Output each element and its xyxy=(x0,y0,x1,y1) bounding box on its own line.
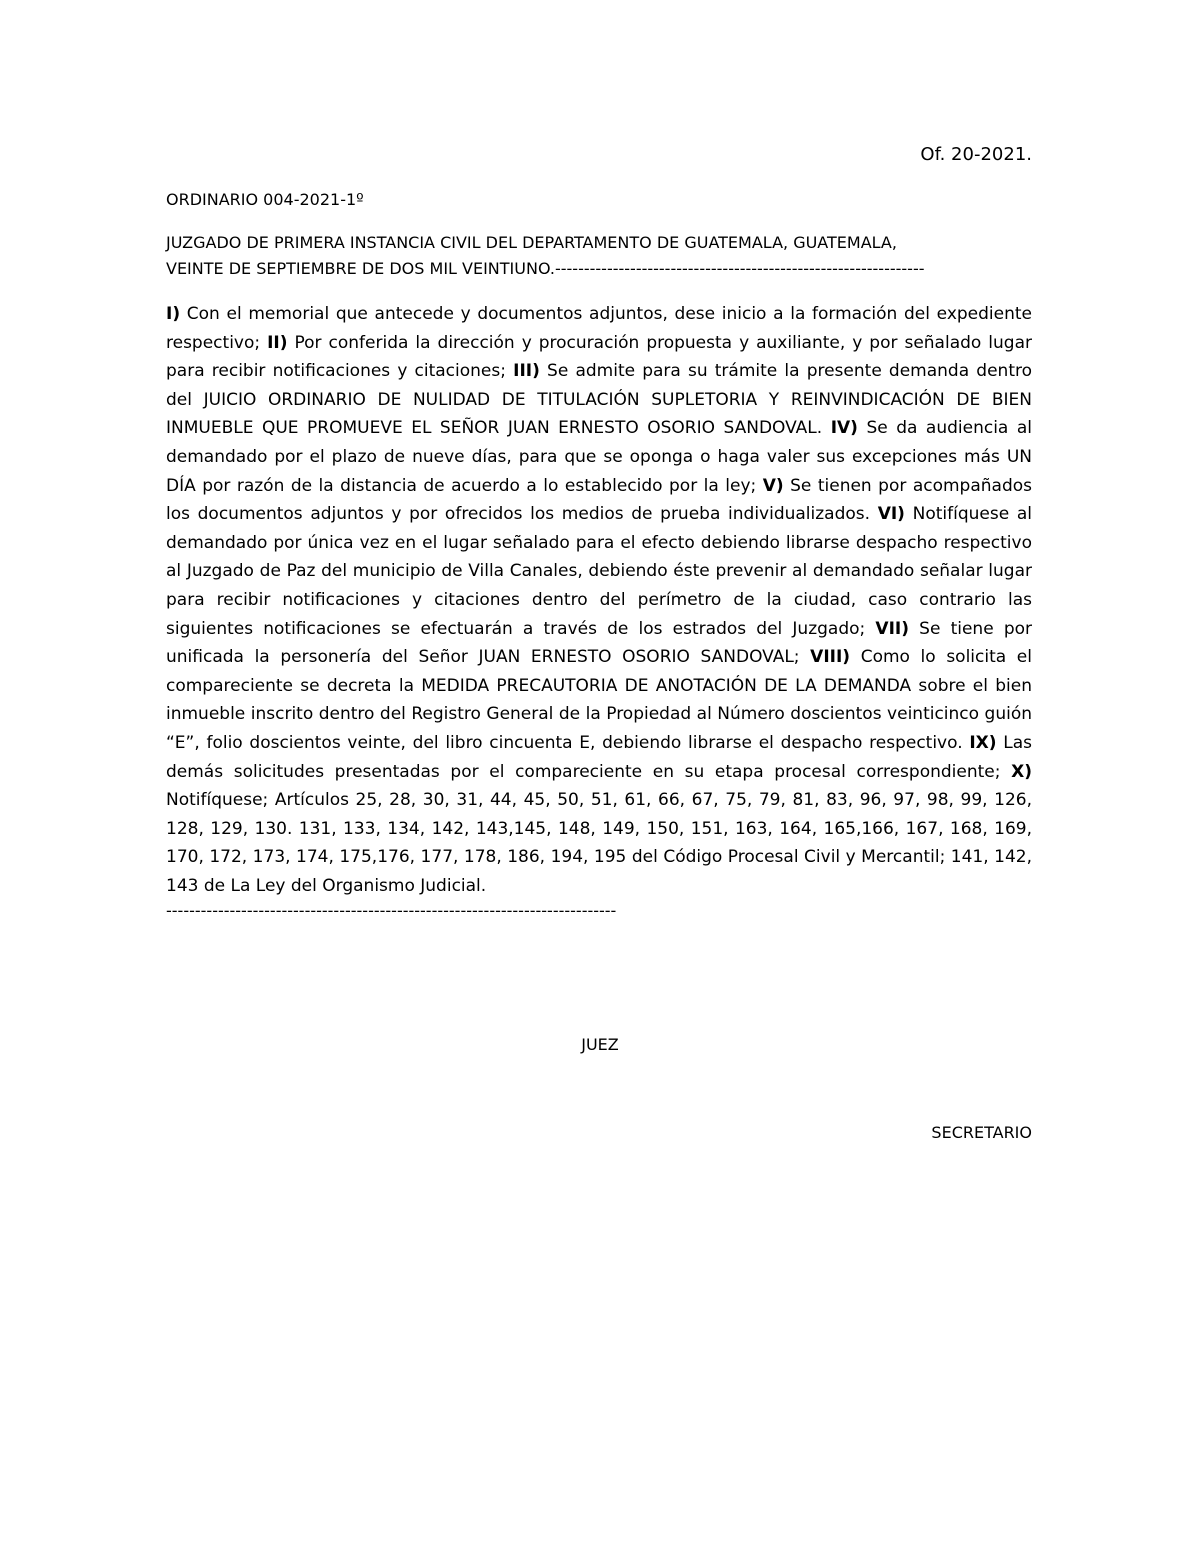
item-text-10: Notifíquese; Artículos 25, 28, 30, 31, 44, 45, 50, 51, 61, 66, 67, 75, 79, 81, 83, 96, 97, 98, 99, 126, 128, 129, 130. 131, 133, 134, 142, 143,145, 148, 149, 150, 151, 163, 164, 165,166, 167, 168, 169, 170, 172, 173, 174, 175,176, 177, 178, 186, 194, 195 del Código Procesal Civil y Mercantil; 141, 142, 143 de La Ley del Organismo Judicial. xyxy=(166,790,1032,896)
item-text-1: Con el memorial que antecede y documentos adjuntos, dese inicio a la formación del expediente respectivo; xyxy=(166,304,1032,353)
item-text-3: Se admite para su trámite la presente demanda dentro del JUICIO ORDINARIO DE NULIDAD DE TITULACIÓN SUPLETORIA Y REINVINDICACIÓN DE BIEN INMUEBLE QUE PROMUEVE EL SEÑOR JUAN ERNESTO OSORIO SANDOVAL. xyxy=(166,361,1032,439)
case-number: ORDINARIO 004-2021-1º xyxy=(166,190,364,209)
trailing-dashes: ------------------------------------------------------------------------------ xyxy=(166,901,617,920)
office-number: Of. 20-2021. xyxy=(920,144,1032,165)
heading-line-2 xyxy=(166,256,1032,282)
item-text-4: Se da audiencia al demandado por el plazo de nueve días, para que se oponga o haga valer sus excepciones más UN DÍA por razón de la distancia de acuerdo a lo establecido por la ley; xyxy=(166,418,1032,496)
item-label-10: X) xyxy=(1011,761,1032,782)
item-label-9: IX) xyxy=(969,732,997,753)
item-text-6: Notifíquese al demandado por única vez en el lugar señalado para el efecto debiendo librarse despacho respectivo al Juzgado de Paz del municipio de Villa Canales, debiendo éste prevenir al demandado señalar lugar para recibir notificaciones y citaciones dentro del perímetro de la ciudad, caso contrario las siguientes notificaciones se efectuarán a través de los estrados del Juzgado; xyxy=(166,504,1032,639)
item-label-3: III) xyxy=(513,361,540,382)
item-label-8: VIII) xyxy=(810,647,851,668)
heading-line-1: JUZGADO DE PRIMERA INSTANCIA CIVIL DEL DEPARTAMENTO DE GUATEMALA, GUATEMALA, xyxy=(166,233,897,252)
heading-date: VEINTE DE SEPTIEMBRE DE DOS MIL VEINTIUNO. xyxy=(166,259,555,278)
item-label-4: IV) xyxy=(830,418,858,439)
item-label-1: I) xyxy=(166,304,181,324)
court-heading xyxy=(166,230,1032,282)
item-label-2: II) xyxy=(267,332,288,353)
item-label-5: V) xyxy=(762,475,784,496)
heading-dashes: ---------------------------------------------------------------- xyxy=(554,259,925,278)
item-text-5: Se tienen por acompañados los documentos adjuntos y por ofrecidos los medios de prueba individualizados. xyxy=(166,475,1032,525)
signature-judge: JUEZ xyxy=(581,1035,619,1054)
item-text-7: Se tiene por unificada la personería del Señor JUAN ERNESTO OSORIO SANDOVAL; xyxy=(166,618,1032,668)
item-text-2: Por conferida la dirección y procuración propuesta y auxiliante, y por señalado lugar para recibir notificaciones y citaciones; xyxy=(166,332,1032,382)
item-label-7: VII) xyxy=(875,618,909,639)
item-text-8: Como lo solicita el compareciente se decreta la MEDIDA PRECAUTORIA DE ANOTACIÓN DE LA DEMANDA sobre el bien inmueble inscrito dentro del Registro General de la Propiedad al Número doscientos veinticinco guión “E”, folio doscientos veinte, del libro cincuenta E, debiendo librarse el despacho respectivo. xyxy=(166,647,1032,753)
item-text-9: Las demás solicitudes presentadas por el compareciente en su etapa procesal correspondiente; xyxy=(166,732,1033,782)
resolution-body xyxy=(166,300,1032,900)
signature-secretary: SECRETARIO xyxy=(931,1123,1032,1142)
item-label-6: VI) xyxy=(877,504,905,525)
